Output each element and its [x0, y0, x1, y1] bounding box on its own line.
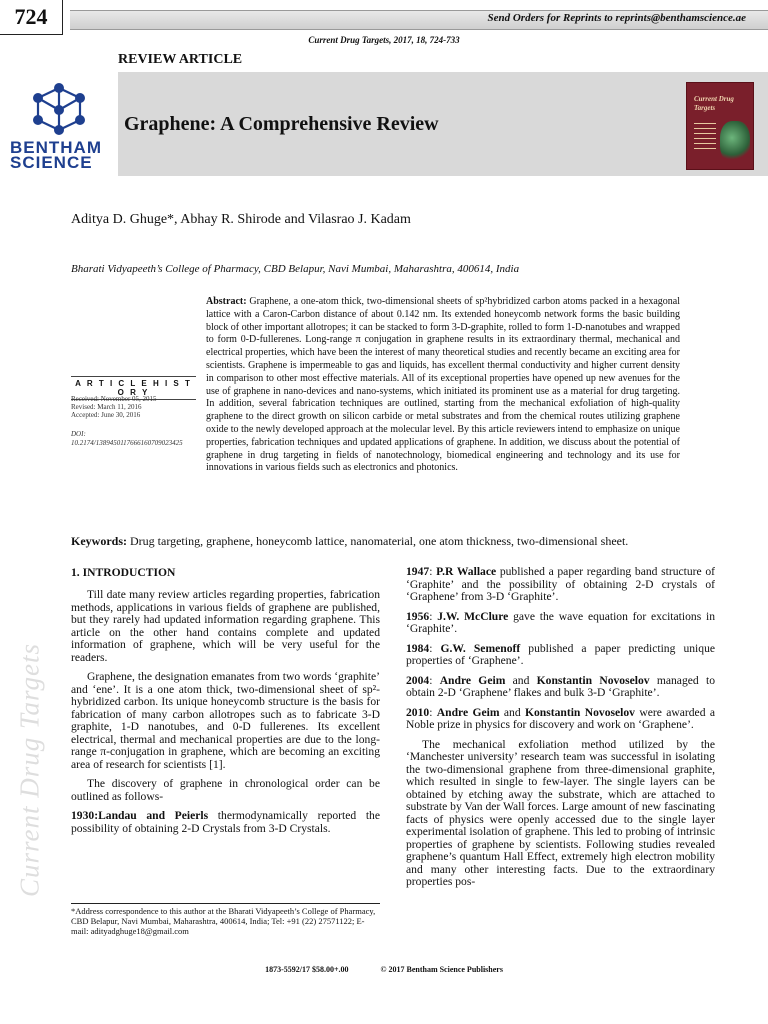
publisher-logo-text [10, 140, 102, 170]
keywords-label: Keywords: [71, 534, 127, 548]
timeline-text: were awarded a Noble prize in physics for discovery and work on ‘Graphene’. [406, 705, 715, 731]
timeline-year: 1930 [71, 809, 95, 822]
timeline-year: 2004 [406, 673, 430, 687]
timeline-names: Andre Geim [436, 705, 500, 719]
timeline-names: G.W. Semenoff [440, 641, 521, 655]
doi-block [71, 430, 201, 448]
logo-line-1: BENTHAM [10, 138, 102, 157]
logo-line-2: SCIENCE [10, 153, 93, 172]
timeline-names: J.W. McClure [437, 609, 509, 623]
section-heading: 1. INTRODUCTION [71, 566, 176, 579]
timeline-names: Landau and Peierls [98, 809, 209, 822]
timeline-text: published a paper predicting unique properties of ‘Graphene’. [406, 641, 716, 667]
timeline-entry: 1984: G.W. Semenoff published a paper predicting unique properties of ‘Graphene’. [406, 641, 716, 667]
timeline-year: 1956 [406, 609, 430, 623]
timeline-entry-1930: 1930:Landau and Peierls thermodynamically reported the possibility of obtaining 2-D Crystals from 3-D Crystals. [71, 809, 380, 835]
doi-value: 10.2174/1389450117666160709023425 [71, 439, 183, 447]
timeline-text: published a paper regarding band structure of ‘Graphite’ and the possibility of obtaining 2-D crystals of ‘Graphene’ from 3-D ‘Graphite’. [406, 565, 716, 603]
timeline-names: P.R Wallace [436, 565, 497, 578]
timeline-entry: 1956: J.W. McClure gave the wave equation for excitations in ‘Graphite’. [406, 609, 716, 635]
timeline-entry: 2004: Andre Geim and Konstantin Novoselov managed to obtain 2-D ‘Graphene’ flakes and bulk 3-D ‘Graphite’. [406, 673, 715, 699]
right-column [406, 566, 715, 896]
timeline-text: thermodynamically reported the possibility of obtaining 2-D Crystals from 3-D Crystals. [71, 809, 380, 835]
journal-side-watermark [14, 590, 45, 950]
keywords-text: Drug targeting, graphene, honeycomb lattice, nanomaterial, one atom thickness, two-dimensional sheet. [130, 534, 629, 548]
article-history-heading: A R T I C L E H I S T O R Y [71, 376, 196, 400]
intro-paragraph-3: The discovery of graphene in chronological order can be outlined as follows- [71, 777, 380, 803]
timeline-and: and [499, 705, 525, 719]
article-title: Graphene: A Comprehensive Review [124, 113, 439, 135]
doi-label: DOI: [71, 430, 86, 438]
timeline-year: 1984 [406, 641, 430, 655]
article-type: REVIEW ARTICLE [118, 52, 243, 67]
cover-image [720, 121, 750, 163]
received-date: Received: November 05, 2015 [71, 395, 157, 403]
molecule-lattice-icon [28, 80, 90, 138]
abstract-text: Graphene, a one-atom thick, two-dimensional sheets of sp²hybridized carbon atoms packed in a hexagonal lattice with a Caron-Carbon distance of about 0.142 nm. Its extended honeycomb network forms the basic building block of other important allotropes; it can be stacked to form 3-D-graphite, rolled to form 1-D-nanotubes and wrapped to form 0-D-fullerenes. Long-range π conjugation in graphene results in its extraordinary thermal, mechanical and electrical properties, which have been the interest of many theoretical studies and recently became an exciting area for scientists. Graphene is impermeable to gas and liquids, has excellent thermal conductivity and higher current density in comparison to other most effective materials. All of its exceptional properties have opened up new avenues for the use of graphene in nano-devices and nano-systems, which initiated its prominent use as a material for drug targeting. In addition, several fabrication techniques are outlined, starting from the mechanical exfoliation of high-quality graphene to the direct growth on silicon carbide or metal substrates and from the chemical routes utilizing graphene oxide to the newly developed approach at the molecular level. By this article reviewers intend to emphasize on unique properties, fabrication techniques and updated applications of graphene. In addition, we discuss about the potential of graphene in drug targeting in fields of nanotechnology, biomedical engineering and technology and its use for innovations in various fields such as electronics and photonics. [206, 296, 680, 474]
copyright: © 2017 Bentham Science Publishers [380, 965, 503, 974]
left-column [71, 566, 380, 842]
page-footer [0, 965, 768, 974]
cover-decoration [694, 123, 716, 149]
abstract-label: Abstract: [206, 296, 247, 307]
correspondence-footnote: *Address correspondence to this author at the Bharati Vidyapeeth’s College of Pharmacy, CBD Belapur, Navi Mumbai, Maharashtra, 400614, India; Tel: +91 (22) 27571122; E-mail: adityadghuge18@gmail.com [71, 906, 376, 936]
article-history-dates [71, 395, 157, 419]
reprint-notice: Send Orders for Reprints to reprints@benthamscience.ae [487, 12, 746, 24]
intro-paragraph-2: Graphene, the designation emanates from two words ‘graphite’ and ‘ene’. It is a one atom thick, two-dimensional sheet of sp²-hybridized carbon. Its unique honeycomb structure is the basis for fabrication of many carbon allotropes such as to fabricate 3-D graphite, 1-D nanotubes, and 0-D fullerenes. Its excellent electrical, thermal and mechanical properties are due to the long-range π-conjugation in graphene, which are becoming an exciting area of research for scientists [1]. [71, 670, 380, 771]
timeline-entry: 1947: P.R Wallace published a paper regarding band structure of ‘Graphite’ and the possibility of obtaining 2-D crystals of ‘Graphene’ from 3-D ‘Graphite’. [406, 565, 716, 603]
timeline-year: 1947 [406, 565, 430, 578]
timeline-entry: 2010: Andre Geim and Konstantin Novoselov were awarded a Noble prize in physics for discovery and work on ‘Graphene’. [406, 705, 715, 731]
timeline-year: 2010 [406, 705, 430, 719]
page-number: 724 [0, 0, 63, 35]
accepted-date: Accepted: June 30, 2016 [71, 411, 141, 419]
timeline-and: and [505, 673, 537, 687]
body-paragraph: The mechanical exfoliation method utilized by the ‘Manchester university’ research team was successful in isolating the two-dimensional graphene from three-dimensional graphite, which resulted in single to few-layer. The single layers can be obtained by etching away the substrate, which are attached to substrate by Van der Wall forces. Large amount of new fascinating facts of physics were openly accessed due to the single layer experimental isolation of graphene. This led to probing of intrinsic properties of graphene by scientists. Following studies revealed graphene’s quantum Hall Effect, extremely high electron mobility and many other interesting facts. Due to the extraordinary properties pos- [406, 737, 715, 888]
cover-title: Current Drug Targets [694, 95, 734, 112]
timeline-text: managed to obtain 2-D ‘Graphene’ flakes and bulk 3-D ‘Graphite’. [406, 673, 715, 699]
journal-citation: Current Drug Targets, 2017, 18, 724-733 [308, 35, 460, 45]
timeline-names: Konstantin Novoselov [536, 673, 650, 687]
abstract [206, 296, 680, 475]
timeline-names: Andre Geim [439, 673, 506, 687]
affiliation: Bharati Vidyapeeth’s College of Pharmacy, CBD Belapur, Navi Mumbai, Maharashtra, 400614, India [71, 263, 520, 275]
issn-price: 1873-5592/17 $58.00+.00 [265, 965, 349, 974]
timeline-text: gave the wave equation for excitations in ‘Graphite’. [406, 609, 716, 635]
revised-date: Revised: March 11, 2016 [71, 403, 142, 411]
author-list: Aditya D. Ghuge*, Abhay R. Shirode and Vilasrao J. Kadam [71, 212, 411, 227]
journal-cover-thumbnail [686, 82, 754, 170]
side-watermark-text: Current Drug Targets [14, 642, 45, 898]
footnote-divider [71, 903, 380, 904]
keywords [71, 534, 711, 549]
timeline-names: Konstantin Novoselov [524, 705, 635, 719]
intro-paragraph-1: Till date many review articles regarding properties, fabrication methods, applications in various fields of graphene are published, but they rarely had updated information regarding graphene. This article on the other hand contains complete and updated information of graphene, which will be very useful for the readers. [71, 588, 380, 664]
